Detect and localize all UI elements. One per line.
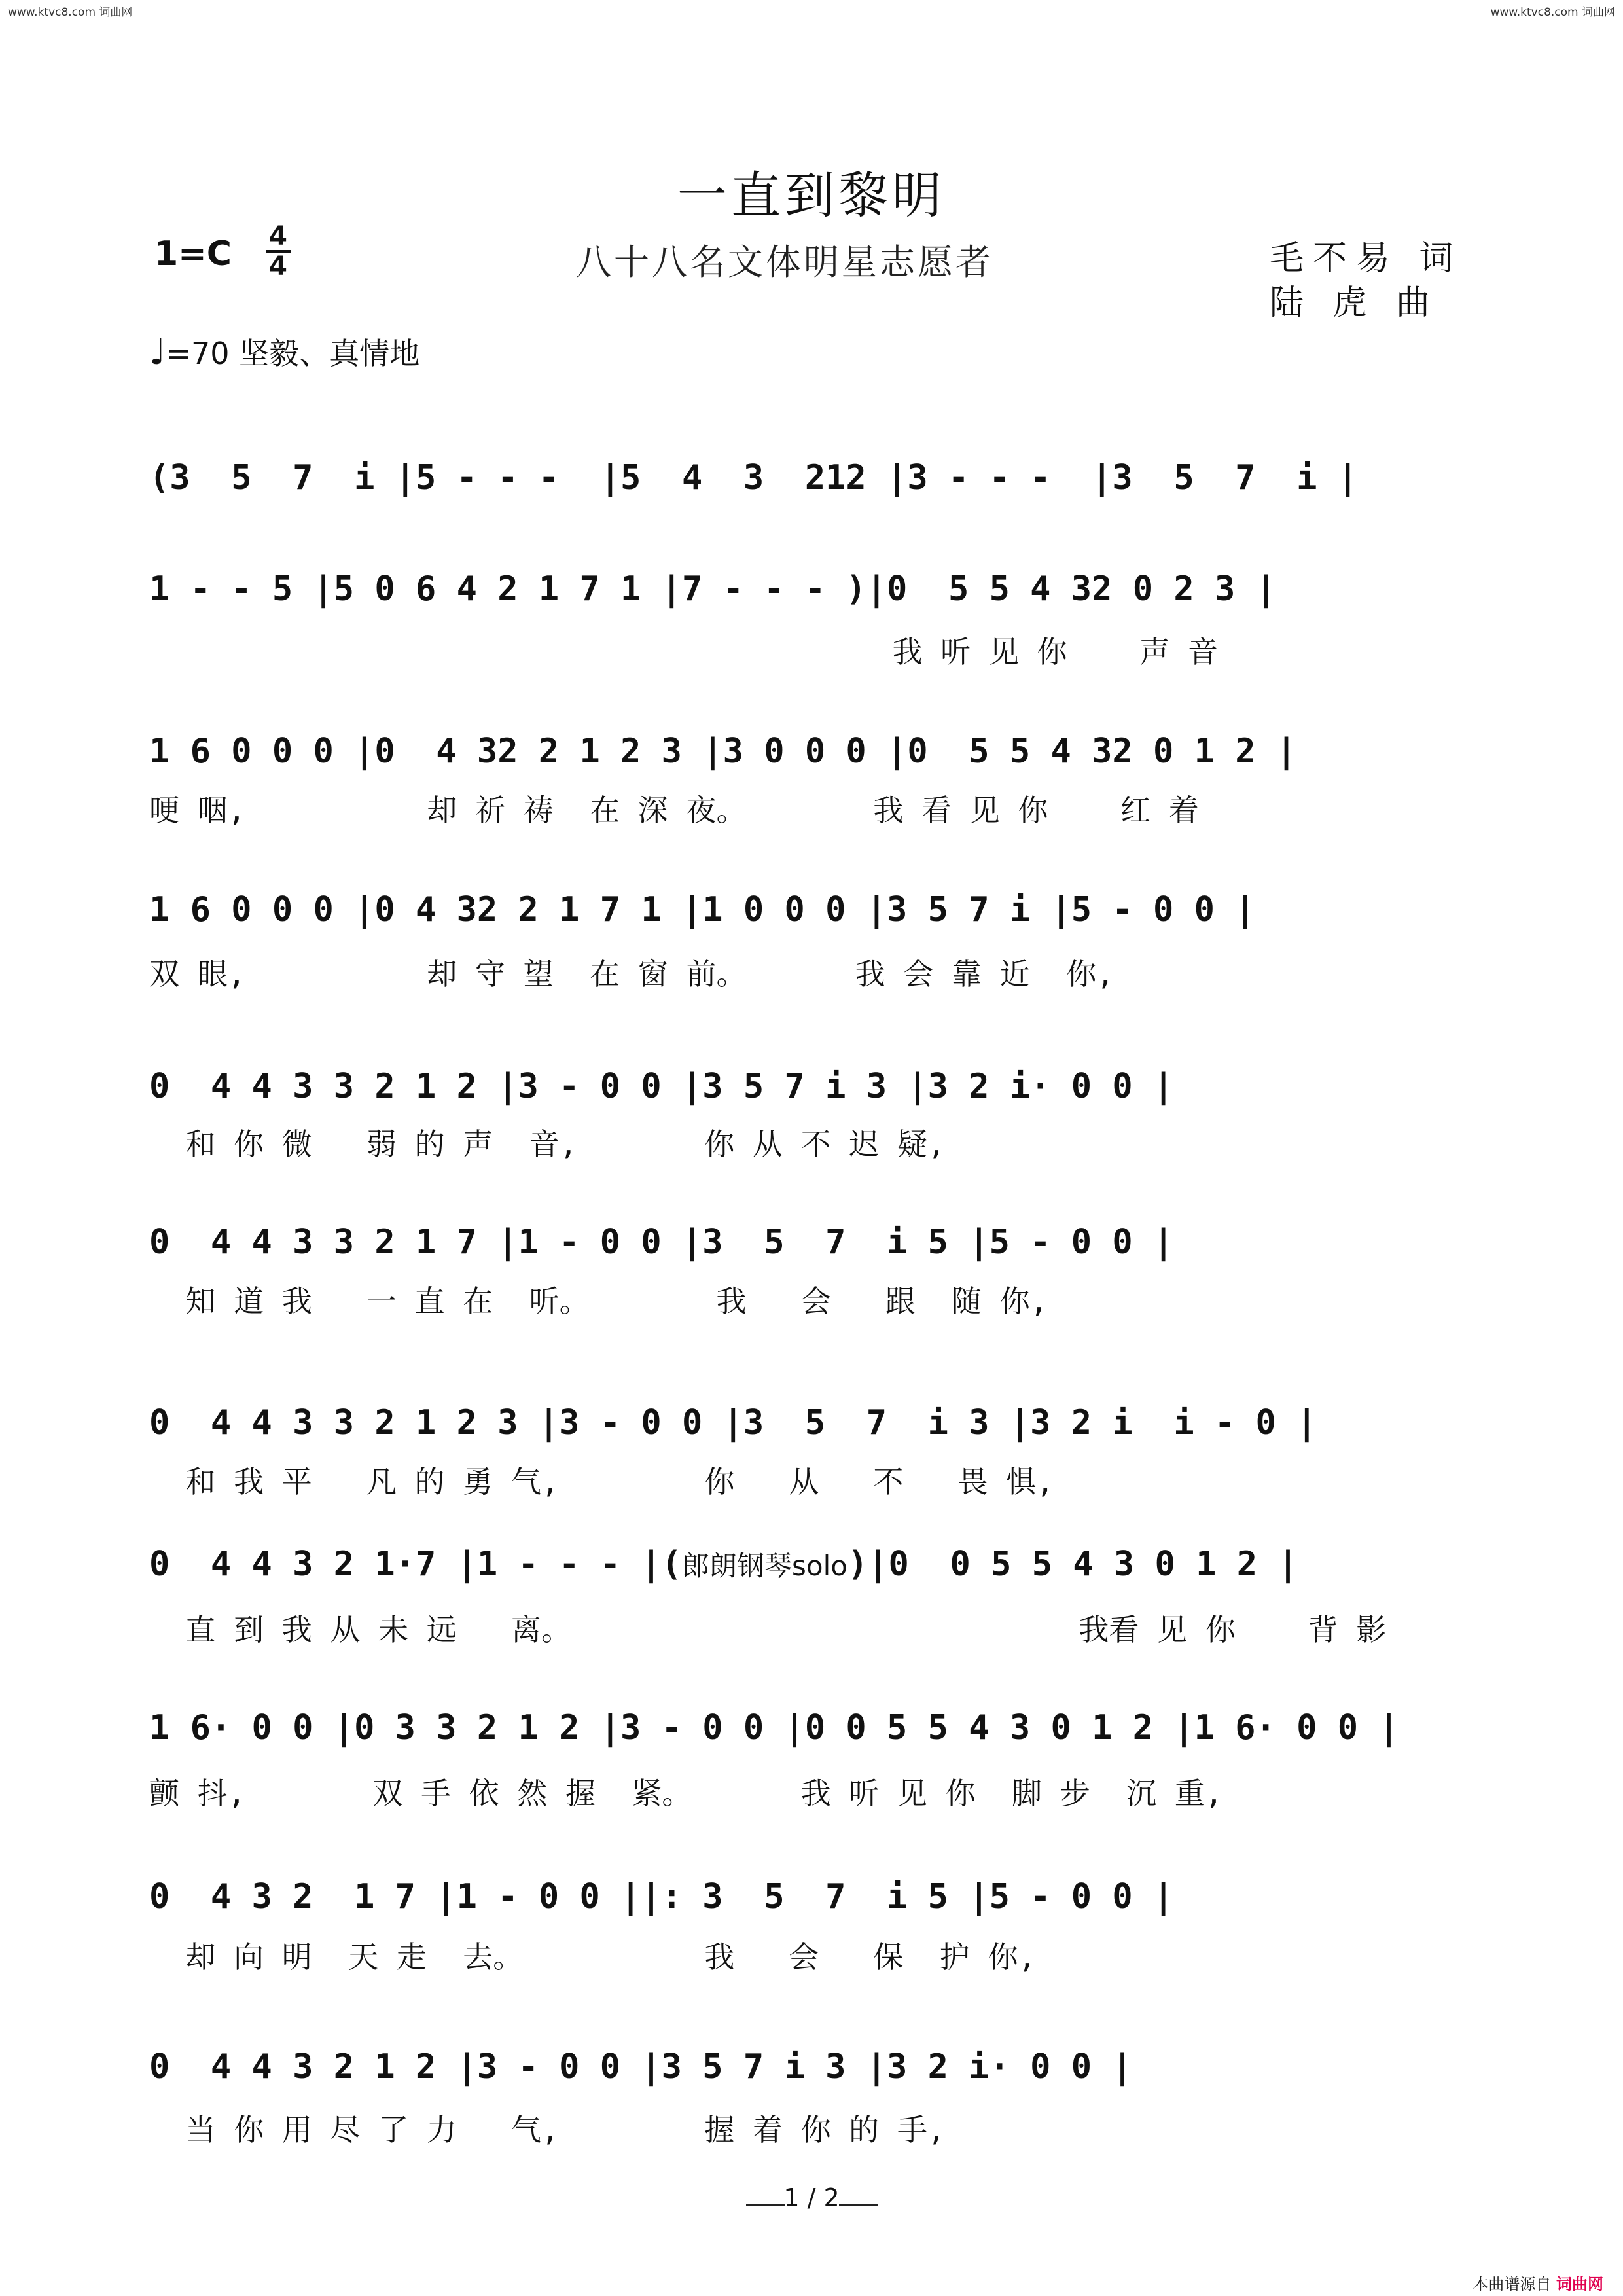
score-system <box>149 1708 1474 1813</box>
composer-credit: 陆 虎 曲 <box>1270 283 1440 323</box>
notation-segment: 0 4 4 3 2 1·7 |1 - - - |( <box>149 1545 682 1584</box>
notation-line: 0 4 4 3 3 2 1 2 3 |3 - 0 0 |3 5 7 i 3 |3 2 i i - 0 | <box>149 1403 1317 1443</box>
notation-line: 0 4 4 3 3 2 1 2 |3 - 0 0 |3 5 7 i 3 |3 2 i· 0 0 | <box>149 1067 1174 1106</box>
score-system <box>149 1403 1474 1508</box>
tempo-text: =70 坚毅、真情地 <box>166 336 420 371</box>
lyrics-line: 知 道 我 一 直 在 听。 我 会 跟 随 你, <box>149 1283 1048 1319</box>
notation-line: 1 6 0 0 0 |0 4 32 2 1 2 3 |3 0 0 0 |0 5 5 4 32 0 1 2 | <box>149 732 1297 771</box>
time-signature <box>262 223 294 280</box>
lyrics-line: 我 听 见 你 声 音 <box>149 634 1219 670</box>
lyrics-line: 当 你 用 尽 了 力 气, 握 着 你 的 手, <box>149 2112 946 2147</box>
notation-line: 1 6 0 0 0 |0 4 32 2 1 7 1 |1 0 0 0 |3 5 7 i |5 - 0 0 | <box>149 890 1256 929</box>
lyrics-line: 颤 抖, 双 手 依 然 握 紧。 我 听 见 你 脚 步 沉 重, <box>149 1776 1223 1811</box>
notation-segment: )|0 0 5 5 4 3 0 1 2 | <box>847 1545 1298 1584</box>
notation-line: 0 4 3 2 1 7 |1 - 0 0 ||: 3 5 7 i 5 |5 - 0 0 | <box>149 1877 1174 1916</box>
notation-line: (3 5 7 i |5 - - - |5 4 3 212 |3 - - - |3 5 7 i | <box>149 458 1359 497</box>
lyrics-line: 和 你 微 弱 的 声 音, 你 从 不 迟 疑, <box>149 1126 946 1162</box>
song-title: 一直到黎明 <box>677 166 946 224</box>
score-system <box>149 2047 1474 2152</box>
time-signature-bottom: 4 <box>269 251 287 281</box>
score-system <box>149 890 1474 995</box>
notation-line: 0 4 4 3 3 2 1 7 |1 - 0 0 |3 5 7 i 5 |5 - 0 0 | <box>149 1223 1174 1262</box>
footer-source <box>1472 2271 1603 2294</box>
key-signature: 1=C <box>154 234 232 274</box>
score-system <box>149 1067 1474 1172</box>
page-number-rule <box>839 2204 878 2206</box>
page-number: 1 / 2 <box>783 2183 840 2212</box>
page-number-rule <box>746 2204 785 2206</box>
quarter-note-icon: ♩ <box>149 331 166 372</box>
footer-source-text: 本曲谱源自 <box>1472 2275 1552 2293</box>
score-system <box>149 458 1474 524</box>
lyricist-credit: 毛不易 词 <box>1270 239 1463 278</box>
score-system <box>149 1877 1474 1982</box>
notation-line: 1 6· 0 0 |0 3 3 2 1 2 |3 - 0 0 |0 0 5 5 4 3 0 1 2 |1 6· 0 0 | <box>149 1708 1399 1748</box>
notation-line <box>149 1545 1474 1584</box>
lyrics-line: 却 向 明 天 走 去。 我 会 保 护 你, <box>149 1939 1037 1975</box>
score-system <box>149 569 1474 674</box>
lyrics-line: 哽 咽, 却 祈 祷 在 深 夜。 我 看 见 你 红 着 <box>149 793 1199 828</box>
performers-subtitle: 八十八名文体明星志愿者 <box>576 242 993 283</box>
notation-line: 1 - - 5 |5 0 6 4 2 1 7 1 |7 - - - )|0 5 5 4 32 0 2 3 | <box>149 569 1276 609</box>
header-url-right: www.ktvc8.com 词曲网 <box>1490 6 1615 19</box>
score-system <box>149 1545 1474 1649</box>
footer-brand-logo: 词曲网 <box>1556 2275 1603 2293</box>
header-url-left: www.ktvc8.com 词曲网 <box>8 6 133 19</box>
piano-solo-label: 郎朗钢琴solo <box>681 1550 847 1582</box>
lyrics-line: 双 眼, 却 守 望 在 窗 前。 我 会 靠 近 你, <box>149 956 1115 992</box>
tempo-marking <box>149 330 419 373</box>
lyrics-line: 直 到 我 从 未 远 离。 我看 见 你 背 影 <box>149 1612 1387 1647</box>
time-signature-top: 4 <box>269 221 287 251</box>
notation-line: 0 4 4 3 2 1 2 |3 - 0 0 |3 5 7 i 3 |3 2 i· 0 0 | <box>149 2047 1133 2087</box>
score-system <box>149 732 1474 836</box>
score-system <box>149 1223 1474 1327</box>
lyrics-line: 和 我 平 凡 的 勇 气, 你 从 不 畏 惧, <box>149 1464 1054 1499</box>
